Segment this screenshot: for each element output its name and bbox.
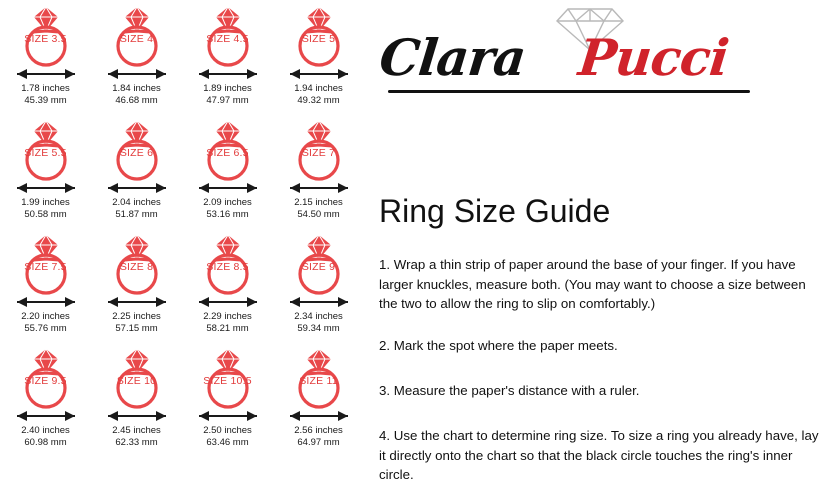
ring-inches: 2.25 inches <box>112 311 161 322</box>
ring-measurements <box>112 197 161 221</box>
diameter-arrow-icon <box>185 295 271 309</box>
ring-size-cell[interactable] <box>91 228 182 342</box>
ring-measurements <box>294 311 343 335</box>
ring-size-cell[interactable] <box>91 114 182 228</box>
ring-size-label: SIZE 6 <box>119 147 154 159</box>
guide-panel <box>364 0 839 501</box>
ring-mm: 55.76 mm <box>24 323 67 334</box>
logo-text-clara: Clara <box>376 28 529 87</box>
diameter-arrow-icon <box>185 409 271 423</box>
ring-inches: 1.84 inches <box>112 83 161 94</box>
ring-icon <box>3 118 89 182</box>
ring-size-label: SIZE 6.5 <box>206 147 249 159</box>
ring-measurements <box>21 83 70 107</box>
ring-inches: 1.78 inches <box>21 83 70 94</box>
ring-size-cell[interactable] <box>182 114 273 228</box>
ring-size-cell[interactable] <box>0 228 91 342</box>
ring-measurements <box>112 311 161 335</box>
ring-inches: 2.50 inches <box>203 425 252 436</box>
diameter-arrow-icon <box>185 181 271 195</box>
diameter-arrow-icon <box>94 409 180 423</box>
ring-measurements <box>21 311 70 335</box>
diameter-arrow-icon <box>3 409 89 423</box>
ring-measurements <box>294 83 343 107</box>
ring-size-cell[interactable] <box>273 114 364 228</box>
ring-size-chart <box>0 0 364 501</box>
ring-size-label: SIZE 3.5 <box>24 33 67 45</box>
ring-inches: 2.15 inches <box>294 197 343 208</box>
ring-measurements <box>203 197 252 221</box>
ring-row <box>0 342 364 456</box>
diameter-arrow-icon <box>276 409 362 423</box>
ring-icon <box>185 232 271 296</box>
ring-size-cell[interactable] <box>182 342 273 456</box>
diameter-arrow-icon <box>94 181 180 195</box>
ring-size-cell[interactable] <box>91 0 182 114</box>
diameter-arrow-icon <box>3 295 89 309</box>
brand-logo <box>374 4 774 110</box>
ring-icon <box>94 4 180 68</box>
ring-size-label: SIZE 5 <box>301 33 336 45</box>
ring-size-label: SIZE 9 <box>301 261 336 273</box>
ring-mm: 59.34 mm <box>297 323 340 334</box>
diameter-arrow-icon <box>185 67 271 81</box>
ring-size-cell[interactable] <box>0 342 91 456</box>
ring-mm: 49.32 mm <box>297 95 340 106</box>
ring-size-label: SIZE 4 <box>119 33 154 45</box>
ring-icon <box>276 232 362 296</box>
ring-inches: 2.34 inches <box>294 311 343 322</box>
ring-mm: 51.87 mm <box>115 209 158 220</box>
guide-step-4: 4. Use the chart to determine ring size. To size a ring you already have, lay it directly onto the chart so that the black circle touches the ring's inner circle. <box>379 428 819 482</box>
ring-inches: 1.99 inches <box>21 197 70 208</box>
ring-size-label: SIZE 4.5 <box>206 33 249 45</box>
ring-size-label: SIZE 7.5 <box>24 261 67 273</box>
ring-row <box>0 228 364 342</box>
diameter-arrow-icon <box>3 67 89 81</box>
ring-mm: 46.68 mm <box>115 95 158 106</box>
ring-measurements <box>21 197 70 221</box>
ring-icon <box>185 346 271 410</box>
ring-inches: 1.94 inches <box>294 83 343 94</box>
guide-step-3: 3. Measure the paper's distance with a ruler. <box>379 383 640 398</box>
ring-icon <box>94 346 180 410</box>
ring-mm: 64.97 mm <box>297 437 340 448</box>
diameter-arrow-icon <box>276 67 362 81</box>
diameter-arrow-icon <box>94 295 180 309</box>
ring-size-label: SIZE 10.5 <box>203 375 252 387</box>
diameter-arrow-icon <box>94 67 180 81</box>
ring-size-label: SIZE 11 <box>299 375 338 387</box>
ring-inches: 2.04 inches <box>112 197 161 208</box>
ring-measurements <box>203 425 252 449</box>
ring-size-cell[interactable] <box>273 342 364 456</box>
ring-size-cell[interactable] <box>182 0 273 114</box>
page-title: Ring Size Guide <box>379 193 611 229</box>
ring-size-cell[interactable] <box>182 228 273 342</box>
ring-size-cell[interactable] <box>91 342 182 456</box>
ring-mm: 57.15 mm <box>115 323 158 334</box>
ring-row <box>0 114 364 228</box>
ring-measurements <box>112 83 161 107</box>
ring-measurements <box>294 425 343 449</box>
ring-mm: 53.16 mm <box>206 209 249 220</box>
ring-size-label: SIZE 10 <box>116 375 157 387</box>
ring-inches: 2.29 inches <box>203 311 252 322</box>
ring-measurements <box>294 197 343 221</box>
ring-size-cell[interactable] <box>273 228 364 342</box>
ring-icon <box>276 4 362 68</box>
ring-inches: 1.89 inches <box>203 83 252 94</box>
ring-size-label: SIZE 9.5 <box>24 375 67 387</box>
ring-size-cell[interactable] <box>273 0 364 114</box>
ring-icon <box>3 4 89 68</box>
ring-size-cell[interactable] <box>0 114 91 228</box>
ring-icon <box>276 346 362 410</box>
ring-size-label: SIZE 5.5 <box>24 147 67 159</box>
ring-measurements <box>112 425 161 449</box>
diameter-arrow-icon <box>3 181 89 195</box>
ring-mm: 45.39 mm <box>24 95 67 106</box>
guide-step-1: 1. Wrap a thin strip of paper around the base of your finger. If you have larger knuckles, measure both. (You may want to choose a size between the two to allow the ring to slip on comfortably.) <box>379 257 806 311</box>
ring-inches: 2.40 inches <box>21 425 70 436</box>
ring-measurements <box>21 425 70 449</box>
ring-measurements <box>203 311 252 335</box>
ring-icon <box>185 118 271 182</box>
ring-row <box>0 0 364 114</box>
ring-mm: 54.50 mm <box>297 209 340 220</box>
ring-inches: 2.20 inches <box>21 311 70 322</box>
ring-measurements <box>203 83 252 107</box>
diameter-arrow-icon <box>276 181 362 195</box>
ring-mm: 62.33 mm <box>115 437 158 448</box>
logo-underline <box>388 90 750 93</box>
ring-inches: 2.56 inches <box>294 425 343 436</box>
ring-mm: 58.21 mm <box>206 323 249 334</box>
guide-step-2: 2. Mark the spot where the paper meets. <box>379 338 618 353</box>
ring-icon <box>94 232 180 296</box>
ring-inches: 2.45 inches <box>112 425 161 436</box>
ring-mm: 47.97 mm <box>206 95 249 106</box>
ring-mm: 63.46 mm <box>206 437 249 448</box>
ring-mm: 50.58 mm <box>24 209 67 220</box>
ring-mm: 60.98 mm <box>24 437 67 448</box>
ring-icon <box>276 118 362 182</box>
ring-icon <box>3 346 89 410</box>
ring-icon <box>94 118 180 182</box>
ring-size-label: SIZE 8.5 <box>206 261 249 273</box>
ring-icon <box>185 4 271 68</box>
logo-text-pucci: Pucci <box>575 28 731 87</box>
ring-icon <box>3 232 89 296</box>
ring-size-label: SIZE 7 <box>301 147 336 159</box>
diameter-arrow-icon <box>276 295 362 309</box>
ring-size-cell[interactable] <box>0 0 91 114</box>
ring-size-label: SIZE 8 <box>119 261 154 273</box>
ring-inches: 2.09 inches <box>203 197 252 208</box>
